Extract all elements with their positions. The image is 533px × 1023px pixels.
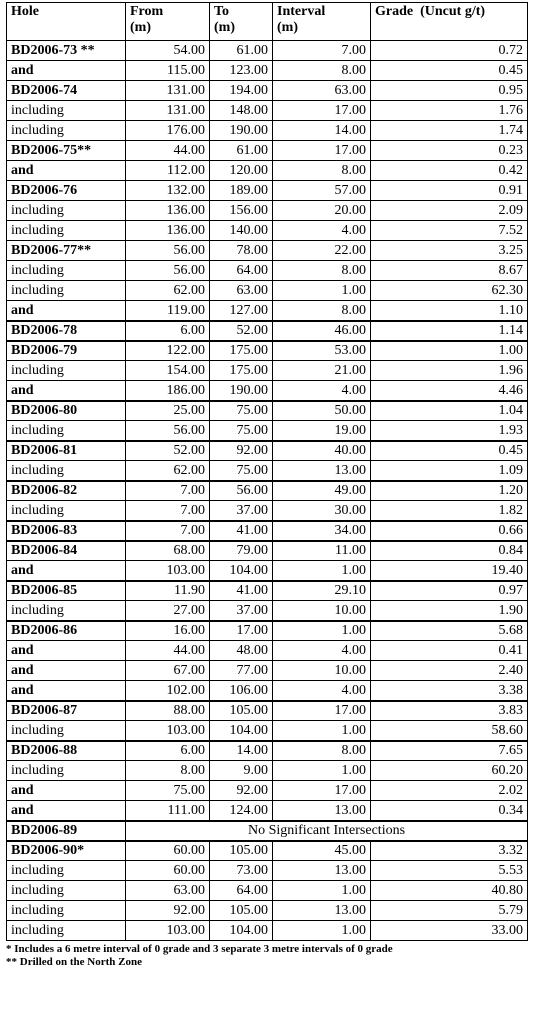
table-row [7, 601, 528, 621]
cell-hole: including [7, 221, 126, 241]
cell-from: 60.00 [126, 841, 210, 861]
cell-grade: 0.66 [371, 521, 528, 541]
cell-from: 11.90 [126, 581, 210, 601]
table-row [7, 721, 528, 741]
cell-from: 186.00 [126, 381, 210, 401]
cell-hole: BD2006-85 [7, 581, 126, 601]
cell-to: 194.00 [210, 81, 273, 101]
cell-from: 44.00 [126, 141, 210, 161]
cell-hole: including [7, 121, 126, 141]
table-row [7, 761, 528, 781]
table-row [7, 81, 528, 101]
cell-from: 52.00 [126, 441, 210, 461]
cell-hole: BD2006-86 [7, 621, 126, 641]
cell-from: 63.00 [126, 881, 210, 901]
cell-hole: including [7, 461, 126, 481]
cell-grade: 0.84 [371, 541, 528, 561]
cell-interval: 10.00 [273, 601, 371, 621]
cell-from: 6.00 [126, 321, 210, 341]
cell-interval: 1.00 [273, 921, 371, 941]
cell-to: 105.00 [210, 901, 273, 921]
cell-from: 75.00 [126, 781, 210, 801]
cell-hole: BD2006-87 [7, 701, 126, 721]
cell-grade: 3.83 [371, 701, 528, 721]
cell-interval: 1.00 [273, 621, 371, 641]
cell-to: 41.00 [210, 521, 273, 541]
cell-grade: 3.32 [371, 841, 528, 861]
cell-interval: 1.00 [273, 561, 371, 581]
cell-interval: 49.00 [273, 481, 371, 501]
cell-hole: BD2006-82 [7, 481, 126, 501]
cell-grade: 1.00 [371, 341, 528, 361]
cell-from: 103.00 [126, 721, 210, 741]
cell-from: 8.00 [126, 761, 210, 781]
cell-hole: BD2006-78 [7, 321, 126, 341]
cell-interval: 8.00 [273, 161, 371, 181]
cell-grade: 0.97 [371, 581, 528, 601]
cell-interval: 1.00 [273, 281, 371, 301]
cell-grade: 1.76 [371, 101, 528, 121]
table-row [7, 821, 528, 841]
cell-to: 14.00 [210, 741, 273, 761]
cell-hole: including [7, 861, 126, 881]
cell-interval: 1.00 [273, 761, 371, 781]
cell-grade: 1.04 [371, 401, 528, 421]
cell-hole: and [7, 161, 126, 181]
cell-from: 56.00 [126, 241, 210, 261]
header-grade: Grade (Uncut g/t) [371, 3, 528, 41]
table-row [7, 701, 528, 721]
cell-grade: 60.20 [371, 761, 528, 781]
cell-from: 154.00 [126, 361, 210, 381]
cell-grade: 2.40 [371, 661, 528, 681]
footnote-single-asterisk: * Includes a 6 metre interval of 0 grade and 3 separate 3 metre intervals of 0 grade [6, 943, 393, 955]
cell-hole: including [7, 601, 126, 621]
cell-hole: BD2006-79 [7, 341, 126, 361]
cell-from: 92.00 [126, 901, 210, 921]
cell-to: 78.00 [210, 241, 273, 261]
cell-interval: 21.00 [273, 361, 371, 381]
cell-grade: 0.42 [371, 161, 528, 181]
table-row [7, 301, 528, 321]
cell-interval: 13.00 [273, 861, 371, 881]
cell-grade: 62.30 [371, 281, 528, 301]
cell-grade: 33.00 [371, 921, 528, 941]
cell-interval: 7.00 [273, 41, 371, 61]
table-row [7, 541, 528, 561]
cell-to: 73.00 [210, 861, 273, 881]
cell-hole: BD2006-81 [7, 441, 126, 461]
cell-from: 7.00 [126, 481, 210, 501]
cell-hole: including [7, 721, 126, 741]
cell-to: 104.00 [210, 561, 273, 581]
cell-hole: and [7, 301, 126, 321]
cell-interval: 10.00 [273, 661, 371, 681]
cell-grade: 19.40 [371, 561, 528, 581]
cell-interval: 11.00 [273, 541, 371, 561]
cell-grade: 5.53 [371, 861, 528, 881]
cell-grade: 1.74 [371, 121, 528, 141]
cell-interval: 63.00 [273, 81, 371, 101]
cell-grade: 0.34 [371, 801, 528, 821]
cell-grade: 1.09 [371, 461, 528, 481]
cell-from: 136.00 [126, 201, 210, 221]
cell-to: 37.00 [210, 601, 273, 621]
table-row [7, 661, 528, 681]
cell-to: 140.00 [210, 221, 273, 241]
cell-from: 68.00 [126, 541, 210, 561]
table-row [7, 201, 528, 221]
cell-to: 75.00 [210, 461, 273, 481]
cell-from: 88.00 [126, 701, 210, 721]
cell-interval: 22.00 [273, 241, 371, 261]
table-row [7, 581, 528, 601]
cell-note: No Significant Intersections [126, 821, 528, 841]
cell-grade: 7.65 [371, 741, 528, 761]
cell-hole: and [7, 661, 126, 681]
cell-from: 132.00 [126, 181, 210, 201]
cell-to: 104.00 [210, 721, 273, 741]
cell-interval: 40.00 [273, 441, 371, 461]
cell-to: 175.00 [210, 341, 273, 361]
cell-to: 106.00 [210, 681, 273, 701]
cell-to: 105.00 [210, 701, 273, 721]
cell-to: 190.00 [210, 121, 273, 141]
cell-interval: 4.00 [273, 381, 371, 401]
table-row [7, 481, 528, 501]
cell-hole: BD2006-84 [7, 541, 126, 561]
cell-from: 56.00 [126, 421, 210, 441]
cell-to: 37.00 [210, 501, 273, 521]
cell-from: 25.00 [126, 401, 210, 421]
cell-to: 123.00 [210, 61, 273, 81]
cell-from: 115.00 [126, 61, 210, 81]
cell-to: 56.00 [210, 481, 273, 501]
cell-hole: including [7, 421, 126, 441]
cell-to: 79.00 [210, 541, 273, 561]
cell-from: 62.00 [126, 281, 210, 301]
cell-hole: BD2006-73 ** [7, 41, 126, 61]
cell-from: 16.00 [126, 621, 210, 641]
cell-hole: including [7, 201, 126, 221]
cell-from: 54.00 [126, 41, 210, 61]
cell-grade: 0.95 [371, 81, 528, 101]
table-body [7, 41, 528, 941]
cell-interval: 1.00 [273, 881, 371, 901]
cell-to: 120.00 [210, 161, 273, 181]
cell-to: 156.00 [210, 201, 273, 221]
cell-grade: 5.68 [371, 621, 528, 641]
table-row [7, 381, 528, 401]
cell-to: 41.00 [210, 581, 273, 601]
cell-hole: and [7, 801, 126, 821]
cell-to: 9.00 [210, 761, 273, 781]
cell-interval: 8.00 [273, 741, 371, 761]
footnote-double-asterisk: ** Drilled on the North Zone [6, 956, 142, 968]
table-row [7, 181, 528, 201]
cell-from: 111.00 [126, 801, 210, 821]
cell-grade: 0.45 [371, 61, 528, 81]
cell-hole: including [7, 921, 126, 941]
cell-to: 64.00 [210, 881, 273, 901]
cell-interval: 8.00 [273, 261, 371, 281]
cell-interval: 34.00 [273, 521, 371, 541]
table-row [7, 901, 528, 921]
cell-from: 131.00 [126, 101, 210, 121]
cell-from: 136.00 [126, 221, 210, 241]
cell-from: 60.00 [126, 861, 210, 881]
cell-hole: including [7, 501, 126, 521]
cell-interval: 13.00 [273, 901, 371, 921]
cell-grade: 0.91 [371, 181, 528, 201]
header-to: To (m) [210, 3, 273, 41]
cell-to: 61.00 [210, 41, 273, 61]
cell-grade: 1.90 [371, 601, 528, 621]
cell-hole: including [7, 901, 126, 921]
cell-interval: 4.00 [273, 641, 371, 661]
cell-to: 17.00 [210, 621, 273, 641]
cell-to: 148.00 [210, 101, 273, 121]
table-row [7, 681, 528, 701]
table-row [7, 221, 528, 241]
cell-hole: including [7, 761, 126, 781]
cell-from: 44.00 [126, 641, 210, 661]
cell-interval: 13.00 [273, 801, 371, 821]
cell-to: 124.00 [210, 801, 273, 821]
cell-from: 119.00 [126, 301, 210, 321]
table-row [7, 321, 528, 341]
cell-interval: 17.00 [273, 781, 371, 801]
cell-to: 48.00 [210, 641, 273, 661]
cell-to: 190.00 [210, 381, 273, 401]
table-row [7, 621, 528, 641]
cell-grade: 1.10 [371, 301, 528, 321]
cell-interval: 46.00 [273, 321, 371, 341]
cell-grade: 0.23 [371, 141, 528, 161]
cell-to: 63.00 [210, 281, 273, 301]
cell-grade: 1.96 [371, 361, 528, 381]
cell-interval: 4.00 [273, 221, 371, 241]
table-row [7, 781, 528, 801]
cell-to: 104.00 [210, 921, 273, 941]
table-row [7, 161, 528, 181]
cell-hole: BD2006-74 [7, 81, 126, 101]
cell-grade: 58.60 [371, 721, 528, 741]
table-row [7, 881, 528, 901]
cell-interval: 8.00 [273, 301, 371, 321]
cell-to: 77.00 [210, 661, 273, 681]
cell-from: 176.00 [126, 121, 210, 141]
table-row [7, 461, 528, 481]
cell-hole: and [7, 61, 126, 81]
cell-grade: 4.46 [371, 381, 528, 401]
table-row [7, 641, 528, 661]
cell-grade: 40.80 [371, 881, 528, 901]
cell-hole: and [7, 781, 126, 801]
cell-interval: 17.00 [273, 101, 371, 121]
cell-to: 105.00 [210, 841, 273, 861]
table-row [7, 521, 528, 541]
cell-grade: 3.38 [371, 681, 528, 701]
cell-interval: 29.10 [273, 581, 371, 601]
cell-from: 131.00 [126, 81, 210, 101]
cell-to: 175.00 [210, 361, 273, 381]
cell-to: 64.00 [210, 261, 273, 281]
table-header-row [7, 3, 528, 41]
cell-to: 61.00 [210, 141, 273, 161]
cell-interval: 4.00 [273, 681, 371, 701]
table-row [7, 121, 528, 141]
cell-interval: 13.00 [273, 461, 371, 481]
cell-from: 103.00 [126, 921, 210, 941]
cell-grade: 1.20 [371, 481, 528, 501]
table-row [7, 561, 528, 581]
cell-hole: and [7, 641, 126, 661]
cell-hole: BD2006-76 [7, 181, 126, 201]
cell-grade: 7.52 [371, 221, 528, 241]
table-row [7, 101, 528, 121]
cell-interval: 17.00 [273, 141, 371, 161]
table-row [7, 141, 528, 161]
table-row [7, 401, 528, 421]
drill-results-document [6, 2, 527, 969]
cell-from: 67.00 [126, 661, 210, 681]
cell-from: 7.00 [126, 521, 210, 541]
cell-interval: 19.00 [273, 421, 371, 441]
cell-interval: 57.00 [273, 181, 371, 201]
cell-hole: including [7, 281, 126, 301]
table-row [7, 741, 528, 761]
cell-grade: 0.41 [371, 641, 528, 661]
cell-grade: 1.14 [371, 321, 528, 341]
cell-hole: BD2006-75** [7, 141, 126, 161]
cell-to: 92.00 [210, 781, 273, 801]
header-hole: Hole [7, 3, 126, 41]
cell-from: 56.00 [126, 261, 210, 281]
cell-to: 189.00 [210, 181, 273, 201]
header-from: From (m) [126, 3, 210, 41]
cell-interval: 45.00 [273, 841, 371, 861]
cell-to: 75.00 [210, 421, 273, 441]
table-row [7, 801, 528, 821]
cell-grade: 1.82 [371, 501, 528, 521]
table-row [7, 341, 528, 361]
table-row [7, 41, 528, 61]
cell-from: 6.00 [126, 741, 210, 761]
cell-interval: 1.00 [273, 721, 371, 741]
cell-hole: including [7, 261, 126, 281]
cell-interval: 30.00 [273, 501, 371, 521]
cell-hole: BD2006-89 [7, 821, 126, 841]
table-row [7, 841, 528, 861]
table-row [7, 501, 528, 521]
cell-interval: 20.00 [273, 201, 371, 221]
table-row [7, 421, 528, 441]
cell-from: 102.00 [126, 681, 210, 701]
drill-results-table [6, 2, 528, 941]
cell-grade: 2.02 [371, 781, 528, 801]
table-row [7, 241, 528, 261]
cell-to: 127.00 [210, 301, 273, 321]
cell-grade: 3.25 [371, 241, 528, 261]
cell-to: 75.00 [210, 401, 273, 421]
cell-interval: 50.00 [273, 401, 371, 421]
cell-hole: BD2006-90* [7, 841, 126, 861]
cell-hole: BD2006-83 [7, 521, 126, 541]
cell-to: 92.00 [210, 441, 273, 461]
cell-from: 122.00 [126, 341, 210, 361]
cell-interval: 14.00 [273, 121, 371, 141]
cell-interval: 53.00 [273, 341, 371, 361]
cell-grade: 5.79 [371, 901, 528, 921]
cell-hole: BD2006-80 [7, 401, 126, 421]
cell-hole: and [7, 681, 126, 701]
cell-grade: 0.72 [371, 41, 528, 61]
cell-grade: 2.09 [371, 201, 528, 221]
cell-grade: 8.67 [371, 261, 528, 281]
cell-grade: 1.93 [371, 421, 528, 441]
table-row [7, 281, 528, 301]
cell-from: 62.00 [126, 461, 210, 481]
cell-from: 7.00 [126, 501, 210, 521]
cell-hole: including [7, 881, 126, 901]
table-row [7, 261, 528, 281]
cell-from: 112.00 [126, 161, 210, 181]
cell-from: 103.00 [126, 561, 210, 581]
table-row [7, 441, 528, 461]
table-row [7, 921, 528, 941]
cell-interval: 17.00 [273, 701, 371, 721]
cell-to: 52.00 [210, 321, 273, 341]
footnotes [6, 943, 527, 969]
cell-interval: 8.00 [273, 61, 371, 81]
cell-from: 27.00 [126, 601, 210, 621]
table-row [7, 61, 528, 81]
cell-hole: BD2006-77** [7, 241, 126, 261]
cell-hole: BD2006-88 [7, 741, 126, 761]
cell-hole: and [7, 381, 126, 401]
header-interval: Interval (m) [273, 3, 371, 41]
cell-grade: 0.45 [371, 441, 528, 461]
table-row [7, 861, 528, 881]
cell-hole: and [7, 561, 126, 581]
cell-hole: including [7, 361, 126, 381]
cell-hole: including [7, 101, 126, 121]
table-row [7, 361, 528, 381]
